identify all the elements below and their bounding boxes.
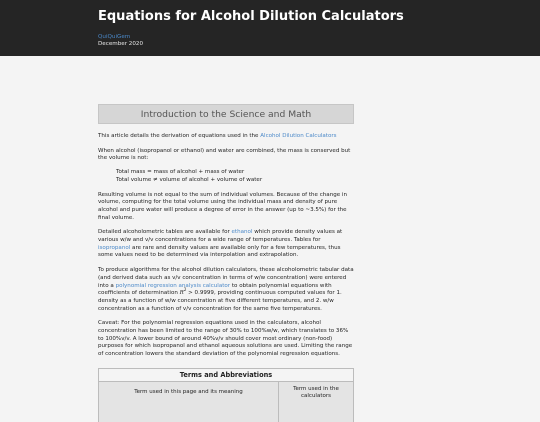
site-header	[0, 0, 540, 56]
r-squared-symbol: R	[179, 290, 184, 297]
section-heading-intro: Introduction to the Science and Math	[98, 104, 354, 124]
paragraph-intro: This article details the derivation of equations used in the Alcohol Dilution Calculators	[98, 133, 337, 139]
isopropanol-link[interactable]: isopropanol	[98, 244, 131, 251]
equation-mass: Total mass = mass of alcohol + mass of water	[116, 169, 245, 176]
page-title: Equations for Alcohol Dilution Calculators	[98, 9, 404, 24]
article-content	[98, 104, 354, 422]
paragraph-mass-volume: When alcohol (isopropanol or ethanol) and water are combined, the mass is conserved but the volume is not:	[98, 147, 351, 162]
alcohol-dilution-calculators-link[interactable]: Alcohol Dilution Calculators	[260, 133, 337, 139]
terms-table-heading: Terms and Abbreviations	[98, 368, 354, 382]
r-squared-exponent: 2	[183, 287, 187, 293]
polynomial-regression-link[interactable]: polynomial regression analysis calculator	[115, 282, 231, 289]
terms-table-header-row	[98, 382, 354, 422]
paragraph-resulting-volume: Resulting volume is not equal to the sum of individual volumes. Because of the change in volume, computing for the total volume using the individual mass and density of pure alcohol and pure water will produce a degree of error in the answer (up to ~3.5%) for the final volume.	[98, 191, 347, 221]
ethanol-link[interactable]: ethanol	[231, 229, 253, 236]
equation-volume: Total volume ≠ volume of alcohol + volume of water	[116, 176, 263, 183]
terms-column-term: Term used in this page and its meaning	[99, 382, 279, 422]
terms-column-calculator-term: Term used in the calculators	[279, 382, 353, 422]
paragraph-caveat: Caveat: For the polynomial regression equations used in the calculators, alcohol concentration has been limited to the range of 30% to 100%w/w, which translates to 36% to 100%v/v. A lower bound of around 40%v/v should cover most ordinary (non-food) purposes for which isopropanol and ethanol aqueous solutions are used. Limiting the range of concentration lowers the standard deviation of the polynomial regression equations.	[98, 320, 353, 358]
paragraph-tables: Detailed alcoholometric tables are available for ethanol which provide density values at various w/w and v/v concentrations for a wide range of temperatures. Tables for isopropanol are rare and density values are available only for a few temperatures, thus some values need to be determined via interpolation and extrapolation.	[98, 229, 343, 259]
equation-block	[98, 169, 354, 184]
publish-date: December 2020	[98, 41, 144, 47]
paragraph-algorithms: To produce algorithms for the alcohol dilution calculators, these alcoholometric tabular data (and derived data such as v/v concentration in terms of w/w concentration) were entered into a polynomial regression analysis calculator to obtain polynomial equations with coefficients of determination $R^2 > 0.9999$, providing continuous computed values for 1. density as a function of w/w concentration at five different temperatures, and 2. w/w concentration as a function of v/v concentration for the same five temperatures.	[98, 267, 354, 312]
author-link[interactable]: QuiQuiGem	[98, 34, 131, 40]
